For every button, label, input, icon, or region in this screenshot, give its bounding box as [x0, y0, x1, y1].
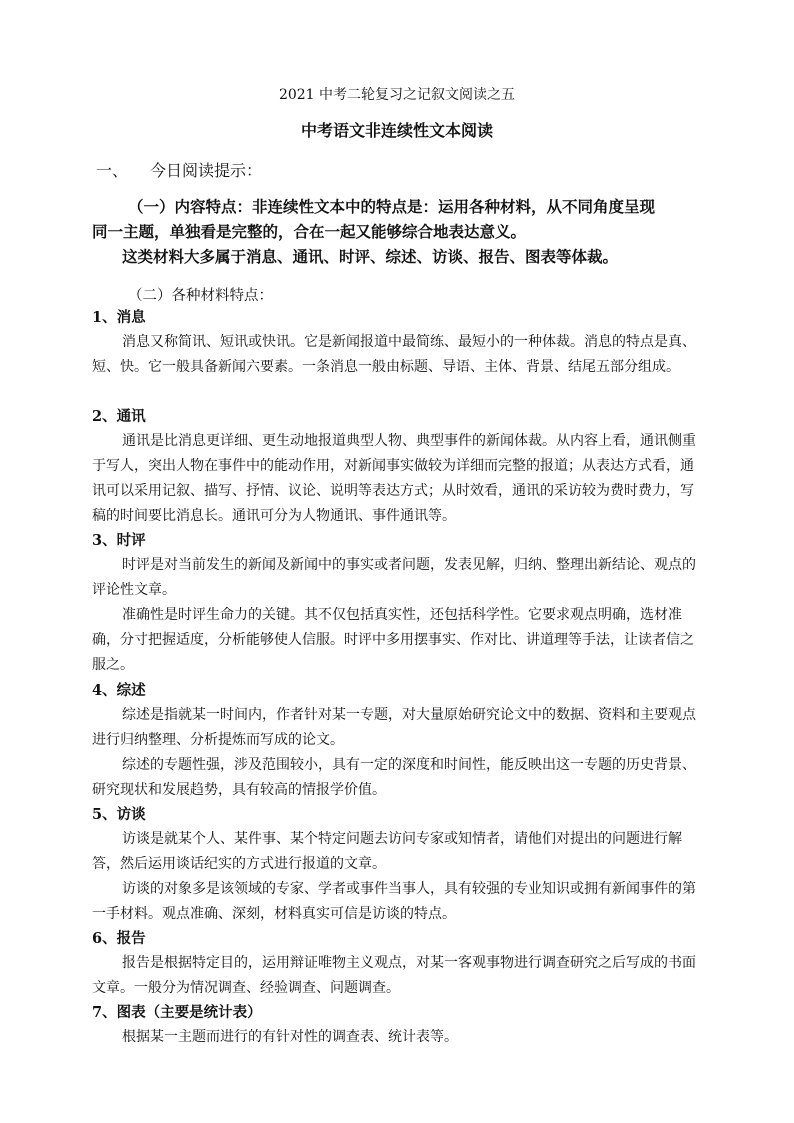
- section-paragraph: 综述是指就某一时间内，作者针对某一专题，对大量原始研究论文中的数据、资料和主要观点进行归纳整理、分析提炼而写成的论文。: [92, 707, 696, 748]
- part-one-heading: [96, 158, 262, 181]
- tip-label: （一）内容特点：: [128, 197, 253, 216]
- section-paragraph: 访谈是就某个人、某件事、某个特定问题去访问专家或知情者，请他们对提出的问题进行解答，然后运用谈话纪实的方式进行报道的文章。: [92, 831, 682, 872]
- material-features-title: （二）各种材料特点：: [128, 288, 273, 304]
- section-paragraph: 通讯是比消息更详细、更生动地报道典型人物、典型事件的新闻体裁。从内容上看，通讯侧重于写人，突出人物在事件中的能动作用，对新闻事实做较为详细而完整的报道；从表达方式看，通讯可以采用记叙、描写、抒情、议论、说明等表达方式；从时效看，通讯的采访较为费时费力，写稿的时间要比消息长。通讯可分为人物通讯、事件通讯等。: [92, 433, 696, 524]
- section-paragraph: 根据某一主题而进行的有针对性的调查表、统计表等。: [122, 1029, 458, 1045]
- tip-line-1: （一）内容特点：非连续性文本中的特点是：运用各种材料，从不同角度呈现: [128, 197, 656, 216]
- tip-line-2: 同一主题，单独看是完整的，合在一起又能够综合地表达意义。: [92, 222, 527, 241]
- tip-line-3: 这类材料大多属于消息、通讯、时评、综述、访谈、报告、图表等体裁。: [122, 247, 619, 266]
- part-one-title: 今日阅读提示：: [150, 161, 263, 180]
- section-paragraph: 报告是根据特定目的，运用辩证唯物主义观点，对某一客观事物进行调查研究之后写成的书面文章。一般分为情况调查、经验调查、问题调查。: [92, 955, 696, 996]
- section-paragraph: 准确性是时评生命力的关键。其不仅包括真实性，还包括科学性。它要求观点明确，选材准确，分寸把握适度，分析能够使人信服。时评中多用摆事实、作对比、讲道理等手法，让读者信之服之。: [92, 607, 694, 673]
- section-heading-baogao: 6、报告: [92, 930, 146, 947]
- section-paragraph: 访谈的对象多是该领域的专家、学者或事件当事人，具有较强的专业知识或拥有新闻事件的第一手材料。观点准确、深刻，材料真实可信是访谈的特点。: [92, 881, 696, 922]
- section-paragraph: 消息又称简讯、短讯或快讯。它是新闻报道中最简练、最短小的一种体裁。消息的特点是真、短、快。它一般具备新闻六要素。一条消息一般由标题、导语、主体、背景、结尾五部分组成。: [92, 334, 696, 375]
- section-heading-shiping: 3、时评: [92, 532, 146, 549]
- document-subtitle: 2021 中考二轮复习之记叙文阅读之五: [278, 87, 516, 103]
- content-tip-paragraph: [92, 194, 704, 269]
- section-heading-fangtan: 5、访谈: [92, 806, 146, 823]
- document-title: 中考语文非连续性文本阅读: [300, 121, 493, 140]
- section-paragraph: 综述的专题性强，涉及范围较小，具有一定的深度和时间性，能反映出这一专题的历史背景、研究现状和发展趋势，具有较高的情报学价值。: [92, 757, 696, 798]
- section-heading-tongxun: 2、通讯: [92, 408, 146, 425]
- part-one-number: 一、: [96, 161, 129, 180]
- section-heading-xiaoxi: 1、消息: [92, 309, 146, 326]
- section-paragraph: 时评是对当前发生的新闻及新闻中的事实或者问题，发表见解，归纳、整理出新结论、观点的评论性文章。: [92, 557, 696, 598]
- section-heading-tubiao: 7、图表（主要是统计表）: [92, 1004, 262, 1021]
- section-heading-zongshu: 4、综述: [92, 682, 146, 699]
